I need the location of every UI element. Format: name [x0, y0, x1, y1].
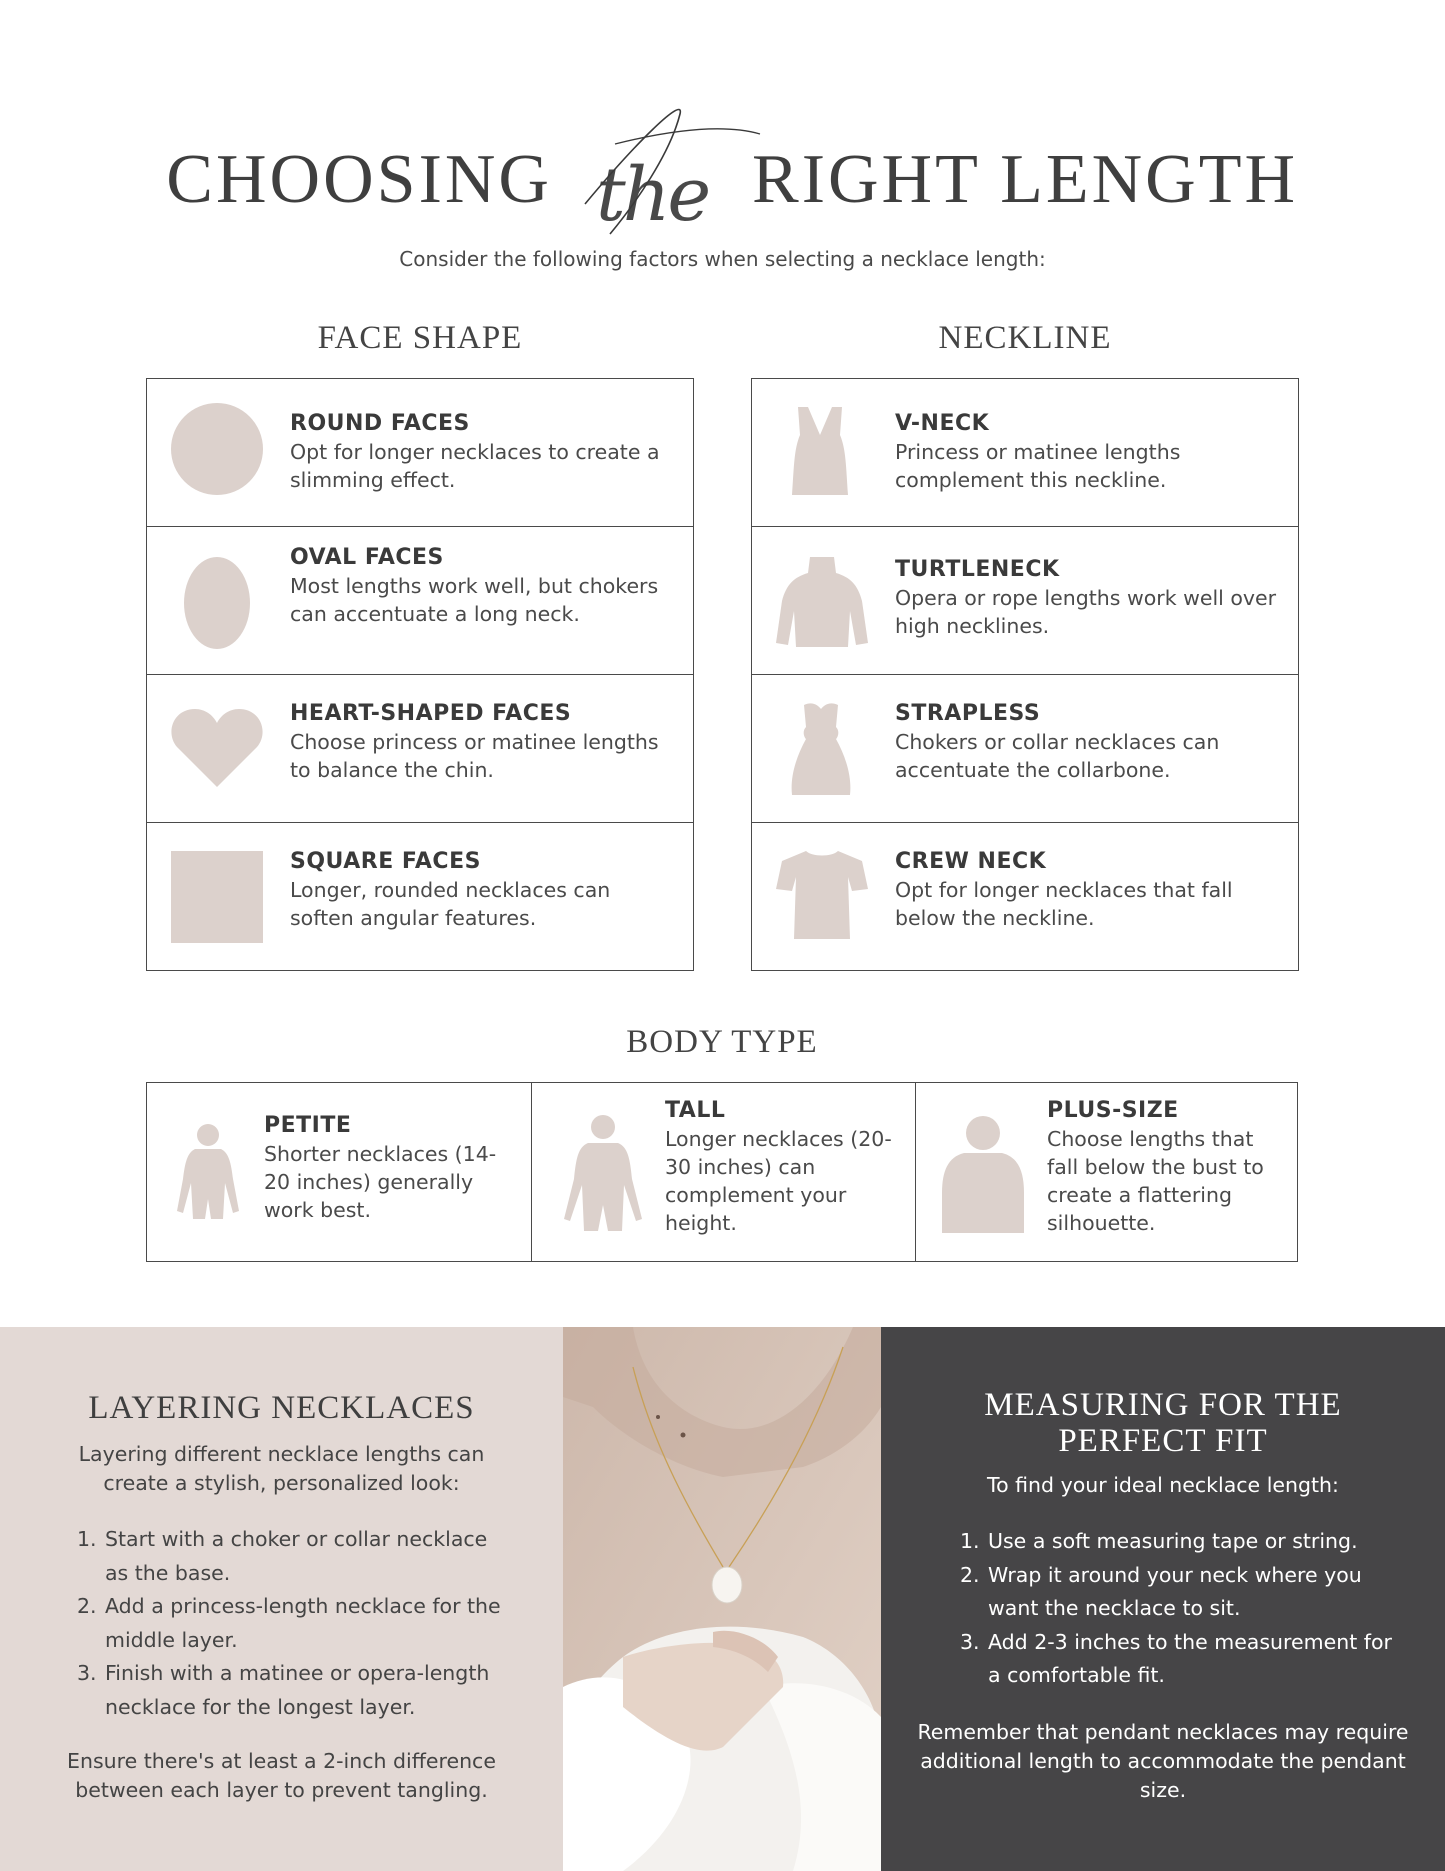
body-type-table: [146, 1082, 1298, 1262]
body-type-cell-petite: [147, 1083, 531, 1261]
neckline-row-turtleneck: [752, 527, 1298, 675]
row-title: OVAL FACES: [290, 545, 444, 570]
face-shape-row-round: [147, 379, 693, 527]
layering-note: Ensure there's at least a 2-inch difference between each layer to prevent tangling.: [67, 1749, 496, 1802]
layering-step: [77, 1523, 517, 1590]
row-description: Chokers or collar necklaces can accentuate the collarbone.: [895, 730, 1220, 782]
row-title: CREW NECK: [895, 849, 1047, 874]
v-neck-top-icon: [790, 405, 850, 497]
neckline-table: [751, 378, 1299, 971]
row-title: ROUND FACES: [290, 411, 470, 436]
row-description: Choose lengths that fall below the bust to create a flattering silhouette.: [1047, 1127, 1264, 1235]
measuring-intro: To find your ideal necklace length:: [987, 1473, 1339, 1497]
row-description: Princess or matinee lengths complement this neckline.: [895, 440, 1181, 492]
necklace-model-photo: [563, 1327, 881, 1871]
body-type-cell-tall: [531, 1083, 915, 1261]
face-shape-table: [146, 378, 694, 971]
step-number: 3.: [77, 1661, 97, 1685]
face-shape-row-square: [147, 823, 693, 970]
script-flourish-icon: [575, 84, 765, 244]
row-description: Opt for longer necklaces to create a slimming effect.: [290, 440, 660, 492]
row-description: Longer, rounded necklaces can soften angular features.: [290, 878, 611, 930]
step-number: 3.: [960, 1629, 980, 1654]
plus-size-figure-icon: [940, 1115, 1026, 1233]
oval-icon: [184, 557, 250, 649]
step-number: 2.: [77, 1594, 97, 1618]
strapless-dress-icon: [790, 701, 852, 797]
turtleneck-sweater-icon: [776, 555, 868, 651]
row-title: STRAPLESS: [895, 701, 1041, 726]
layering-heading: LAYERING NECKLACES: [88, 1390, 475, 1426]
step-number: 1.: [960, 1529, 980, 1553]
row-title: V-NECK: [895, 411, 990, 436]
tall-figure-icon: [558, 1113, 648, 1233]
measuring-step: [960, 1525, 1410, 1559]
row-description: Opt for longer necklaces that fall below the neckline.: [895, 878, 1233, 930]
title-right-text: RIGHT LENGTH: [752, 141, 1299, 218]
neckline-row-crew-neck: [752, 823, 1298, 970]
measuring-step: [960, 1626, 1410, 1693]
layering-intro: Layering different necklace lengths can create a stylish, personalized look:: [78, 1442, 485, 1495]
step-number: 2.: [960, 1562, 980, 1587]
crew-neck-tshirt-icon: [776, 849, 868, 941]
step-text: Start with a choker or collar necklace as the base.: [105, 1527, 488, 1585]
step-text: Add 2-3 inches to the measurement for a comfortable fit.: [988, 1629, 1392, 1687]
neckline-row-strapless: [752, 675, 1298, 823]
step-text: Wrap it around your neck where you want the necklace to sit.: [988, 1562, 1362, 1620]
measuring-step: [960, 1559, 1410, 1626]
layering-step: [77, 1657, 517, 1724]
row-description: Opera or rope lengths work well over high necklines.: [895, 586, 1277, 638]
neckline-heading: NECKLINE: [938, 320, 1112, 356]
layering-step: [77, 1590, 517, 1657]
row-title: PETITE: [264, 1113, 352, 1138]
row-title: HEART-SHAPED FACES: [290, 701, 572, 726]
row-title: TALL: [665, 1098, 726, 1123]
row-title: PLUS-SIZE: [1047, 1098, 1179, 1123]
petite-figure-icon: [173, 1123, 243, 1221]
subtitle: Consider the following factors when selecting a necklace length:: [399, 247, 1046, 271]
step-text: Use a soft measuring tape or string.: [988, 1529, 1358, 1553]
row-description: Shorter necklaces (14-20 inches) generally work best.: [264, 1142, 497, 1222]
measuring-steps-list: [960, 1525, 1410, 1693]
page-title: [0, 140, 1445, 238]
body-type-heading: BODY TYPE: [626, 1024, 818, 1060]
measuring-heading: MEASURING FOR THE PERFECT FIT: [984, 1387, 1342, 1459]
step-text: Add a princess-length necklace for the middle layer.: [105, 1594, 501, 1652]
title-script-text: the: [596, 152, 709, 238]
step-text: Finish with a matinee or opera-length necklace for the longest layer.: [105, 1661, 490, 1719]
square-icon: [171, 851, 263, 943]
step-number: 1.: [77, 1527, 97, 1551]
circle-icon: [171, 403, 263, 495]
row-title: SQUARE FACES: [290, 849, 481, 874]
layering-steps-list: [77, 1523, 517, 1724]
measuring-panel: [881, 1327, 1445, 1871]
title-left-text: CHOOSING: [166, 141, 552, 218]
face-shape-row-heart: [147, 675, 693, 823]
row-description: Most lengths work well, but chokers can accentuate a long neck.: [290, 574, 659, 626]
measuring-note: Remember that pendant necklaces may require additional length to accommodate the pendant size.: [917, 1720, 1409, 1802]
row-title: TURTLENECK: [895, 557, 1060, 582]
heart-icon: [171, 705, 263, 789]
layering-panel: [0, 1327, 563, 1871]
row-description: Choose princess or matinee lengths to balance the chin.: [290, 730, 659, 782]
face-shape-heading: FACE SHAPE: [317, 320, 523, 356]
body-type-cell-plus-size: [915, 1083, 1297, 1261]
row-description: Longer necklaces (20-30 inches) can complement your height.: [665, 1127, 892, 1235]
neckline-row-v-neck: [752, 379, 1298, 527]
face-shape-row-oval: [147, 527, 693, 675]
